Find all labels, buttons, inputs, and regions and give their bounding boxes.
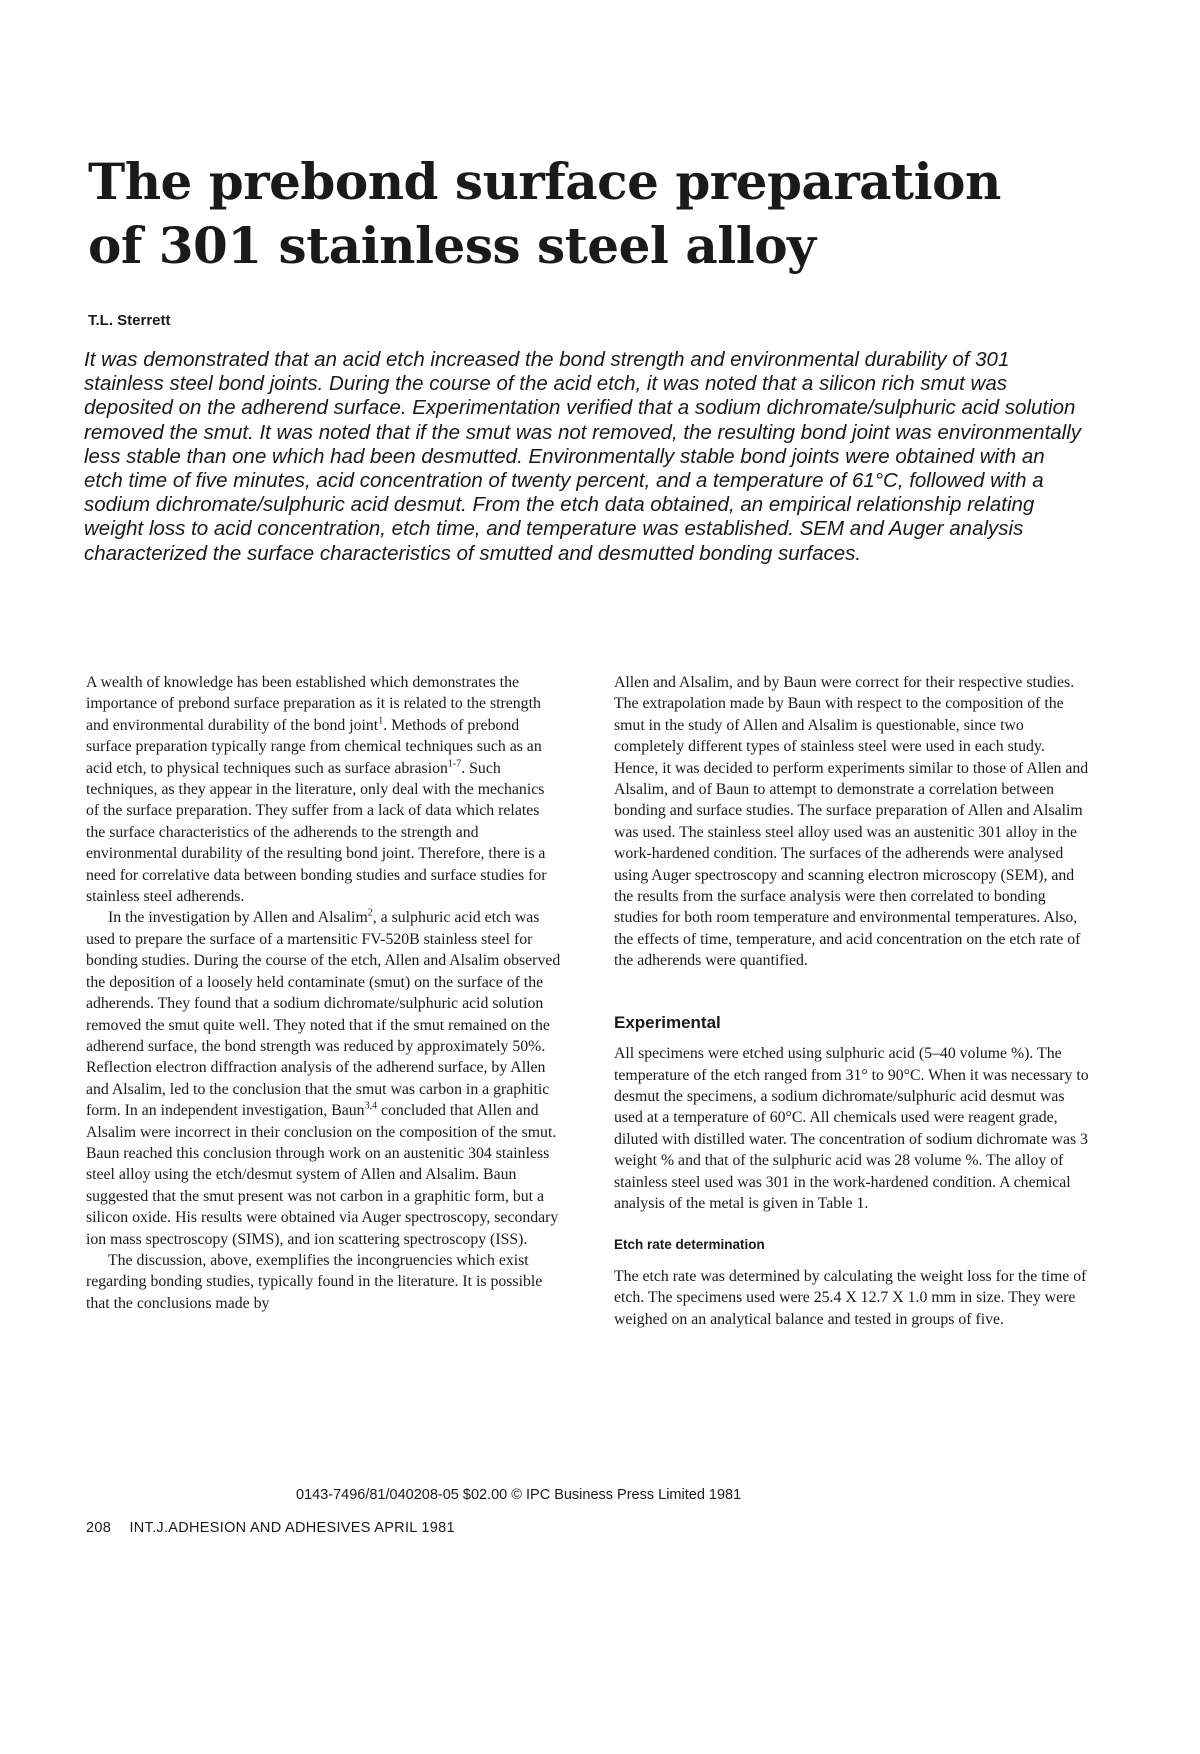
copyright-line: 0143-7496/81/040208-05 $02.00 © IPC Business Press Limited 1981 [296, 1487, 742, 1503]
body-column-left [86, 672, 561, 1314]
reference-marker: 3,4 [364, 1100, 378, 1112]
body-paragraph-4: Allen and Alsalim, and by Baun were correct for their respective studies. The extrapolation made by Baun with respect to the composition of the smut in the study of Allen and Alsalim is questionable, since two completely different types of stainless steel were used in each study. Hence, it was decided to perform experiments similar to those of Allen and Alsalim, and of Baun to attempt to demonstrate a correlation between bonding and surface studies. The surface preparation of Allen and Alsalim was used. The stainless steel alloy used was an austenitic 301 alloy in the work-hardened condition. The surfaces of the adherends were analysed using Auger spectroscopy and scanning electron microscopy (SEM), and the results from the surface analysis were then correlated to bonding studies for both room temperature and environmental temperatures. Also, the effects of time, temperature, and acid concentration on the etch rate of the adherends were quantified. [614, 674, 1089, 970]
body-paragraph-3: The discussion, above, exemplifies the incongruencies which exist regarding bonding studies, typically found in the literature. It is possible that the conclusions made by [86, 1251, 543, 1312]
reference-marker: 1 [378, 715, 384, 727]
journal-reference: INT.J.ADHESION AND ADHESIVES APRIL 1981 [129, 1520, 455, 1536]
abstract: It was demonstrated that an acid etch increased the bond strength and environmental durability of 301 stainless steel bond joints. During the course of the acid etch, it was noted that a silicon rich smut was deposited on the adherend surface. Experimentation verified that a sodium dichromate/sulphuric acid solution removed the smut. It was noted that if the smut was not removed, the resulting bond joint was environmentally less stable than one which had been desmutted. Environmentally stable bond joints were obtained with an etch time of five minutes, acid concentration of twenty percent, and a temperature of 61°C, followed with a sodium dichromate/sulphuric acid desmut. From the etch data obtained, an empirical relationship relating weight loss to acid concentration, etch time, and temperature was established. SEM and Auger analysis characterized the surface characteristics of smutted and desmutted bonding surfaces. [84, 348, 1082, 565]
title-line-1: The prebond surface preparation [88, 152, 1001, 211]
reference-marker: 1-7 [447, 758, 462, 770]
body-paragraph-5: All specimens were etched using sulphuric acid (5–40 volume %). The temperature of the etch ranged from 31° to 90°C. When it was necessary to desmut the specimens, a sodium dichromate/sulphuric acid desmut was used at a temperature of 60°C. All chemicals used were reagent grade, diluted with distilled water. The concentration of sodium dichromate was 3 weight % and that of the sulphuric acid was 28 volume %. The alloy of stainless steel used was 301 in the work-hardened condition. A chemical analysis of the metal is given in Table 1. [614, 1045, 1089, 1212]
page-number: 208 [86, 1520, 112, 1536]
title-line-2: of 301 stainless steel alloy [88, 216, 816, 275]
page-footer [86, 1520, 455, 1536]
body-paragraph-1: A wealth of knowledge has been established which demonstrates the importance of prebond surface preparation as it is related to the strength and environmental durability of the bond joint$^1$. Methods of prebond surface preparation typically range from chemical techniques such as an acid etch, to physical techniques such as surface abrasion$^{1-7}$. Such techniques, as they appear in the literature, only deal with the mechanics of the surface preparation. They suffer from a lack of data which relates the surface characteristics of the adherends to the strength and environmental durability of the resulting bond joint. Therefore, there is a need for correlative data between bonding studies and surface studies for stainless steel adherends. [86, 674, 547, 906]
body-paragraph-2: In the investigation by Allen and Alsalim$^2$, a sulphuric acid etch was used to prepare the surface of a martensitic FV-520B stainless steel for bonding studies. During the course of the etch, Allen and Alsalim observed the deposition of a loosely held contaminate (smut) on the surface of the adherends. They found that a sodium dichromate/sulphuric acid solution removed the smut quite well. They noted that if the smut remained on the adherend surface, the bond strength was reduced by approximately 50%. Reflection electron diffraction analysis of the adherend surface, by Allen and Alsalim, led to the conclusion that the smut was carbon in a graphitic form. In an independent investigation, Baun$^{3,4}$ concluded that Allen and Alsalim were incorrect in their conclusion on the composition of the smut. Baun reached this conclusion through work on an austenitic 304 stainless steel alloy using the etch/desmut system of Allen and Alsalim. Baun suggested that the smut present was not carbon in a graphitic form, but a silicon oxide. His results were obtained via Auger spectroscopy, secondary ion mass spectroscopy (SIMS), and ion scattering spectroscopy (ISS). [86, 908, 561, 1248]
author-name: T.L. Sterrett [88, 312, 171, 329]
body-column-right [614, 672, 1089, 1330]
subsection-heading-etch-rate: Etch rate determination [614, 1237, 765, 1253]
reference-marker: 2 [367, 908, 373, 920]
article-title [88, 150, 1088, 278]
body-paragraph-6: The etch rate was determined by calculating the weight loss for the time of etch. The specimens used were 25.4 X 12.7 X 1.0 mm in size. They were weighed on an analytical balance and tested in groups of five. [614, 1267, 1087, 1328]
section-heading-experimental: Experimental [614, 1012, 721, 1032]
